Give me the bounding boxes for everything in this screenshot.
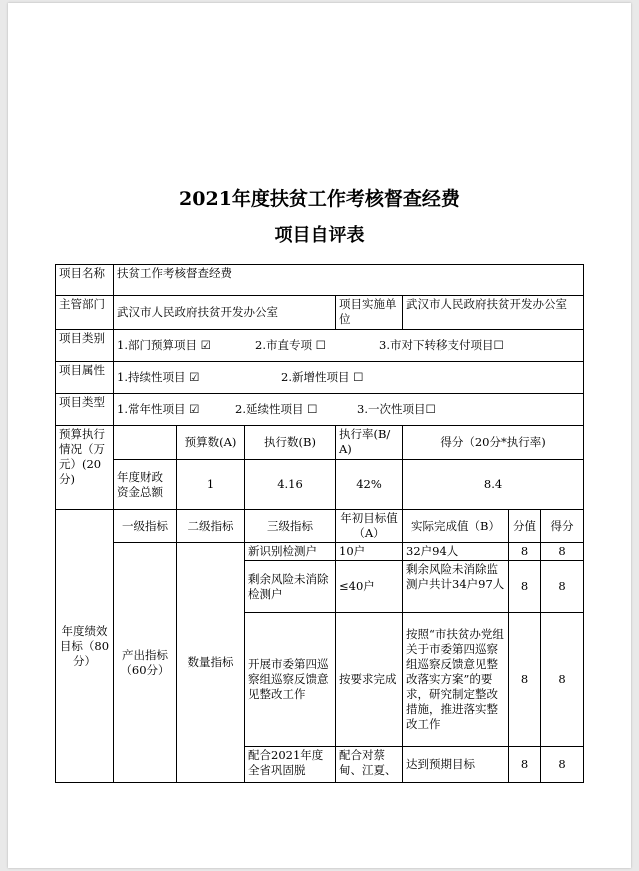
rate-value: 42% — [336, 460, 403, 510]
category-option: 2.市直专项 ☐ — [255, 338, 326, 352]
table-row — [56, 543, 584, 561]
level2-header: 二级指标 — [177, 510, 245, 543]
perf-section-label: 年度绩效目标（80分） — [56, 510, 114, 783]
table-row — [56, 426, 584, 460]
points-header: 分值 — [509, 510, 541, 543]
level1-header: 一级指标 — [114, 510, 177, 543]
type-options — [114, 394, 584, 426]
attribute-option: 1.持续性项目 ☑ — [117, 370, 200, 384]
points-value: 8 — [509, 561, 541, 613]
level2-value: 数量指标 — [177, 543, 245, 783]
rate-header: 执行率(B/A) — [336, 426, 403, 460]
budget-value: 1 — [177, 460, 245, 510]
points-value: 8 — [509, 747, 541, 783]
actual-value: 32户94人 — [403, 543, 509, 561]
target-value: 10户 — [336, 543, 403, 561]
table-row — [56, 510, 584, 543]
target-header: 年初目标值（A） — [336, 510, 403, 543]
impl-unit-label: 项目实施单位 — [336, 296, 403, 330]
score-value: 8 — [541, 747, 584, 783]
type-label: 项目类型 — [56, 394, 114, 426]
actual-header: 实际完成值（B） — [403, 510, 509, 543]
exec-header: 执行数(B) — [245, 426, 336, 460]
level3-value: 配合2021年度全省巩固脱 — [245, 747, 336, 783]
points-value: 8 — [509, 543, 541, 561]
category-label: 项目类别 — [56, 330, 114, 362]
actual-value: 剩余风险未消除监测户共计34户97人 — [403, 561, 509, 613]
target-value: ≤40户 — [336, 561, 403, 613]
annual-fund-label: 年度财政资金总额 — [114, 460, 177, 510]
target-value: 配合对蔡甸、江夏、 — [336, 747, 403, 783]
category-options — [114, 330, 584, 362]
table-row — [56, 296, 584, 330]
score-value: 8 — [541, 543, 584, 561]
budget-score-value: 8.4 — [403, 460, 584, 510]
type-option: 3.一次性项目☐ — [357, 402, 436, 416]
document-title: 2021年度扶贫工作考核督查经费 — [179, 188, 460, 210]
project-name-label: 项目名称 — [56, 265, 114, 296]
budget-section-label: 预算执行情况（万元）(20分) — [56, 426, 114, 510]
type-option: 1.常年性项目 ☑ — [117, 402, 200, 416]
budget-header: 预算数(A) — [177, 426, 245, 460]
attribute-options — [114, 362, 584, 394]
dept-label: 主管部门 — [56, 296, 114, 330]
category-option: 3.市对下转移支付项目☐ — [379, 338, 504, 352]
level1-value: 产出指标（60分） — [114, 543, 177, 783]
level3-value: 开展市委第四巡察组巡察反馈意见整改工作 — [245, 613, 336, 747]
attribute-option: 2.新增性项目 ☐ — [281, 370, 364, 384]
table-row — [56, 394, 584, 426]
table-row — [56, 330, 584, 362]
budget-score-header: 得分（20分*执行率) — [403, 426, 584, 460]
self-evaluation-table — [55, 264, 584, 783]
target-value: 按要求完成 — [336, 613, 403, 747]
level3-value: 剩余风险未消除检测户 — [245, 561, 336, 613]
attribute-label: 项目属性 — [56, 362, 114, 394]
actual-value: 按照“市扶贫办党组关于市委第四巡察组巡察反馈意见整改落实方案”的要求，研究制定整改措施，推进落实整改工作 — [403, 613, 509, 747]
table-row — [56, 362, 584, 394]
type-option: 2.延续性项目 ☐ — [235, 402, 318, 416]
points-value: 8 — [509, 613, 541, 747]
score-header: 得分 — [541, 510, 584, 543]
score-value: 8 — [541, 613, 584, 747]
score-value: 8 — [541, 561, 584, 613]
table-row — [56, 265, 584, 296]
document-subtitle: 项目自评表 — [274, 225, 365, 246]
actual-value: 达到预期目标 — [403, 747, 509, 783]
impl-unit-value: 武汉市人民政府扶贫开发办公室 — [403, 296, 584, 330]
exec-value: 4.16 — [245, 460, 336, 510]
level3-header: 三级指标 — [245, 510, 336, 543]
dept-value: 武汉市人民政府扶贫开发办公室 — [114, 296, 336, 330]
empty-cell — [114, 426, 177, 460]
level3-value: 新识别检测户 — [245, 543, 336, 561]
project-name-value: 扶贫工作考核督查经费 — [114, 265, 584, 296]
category-option: 1.部门预算项目 ☑ — [117, 338, 211, 352]
table-row — [56, 460, 584, 510]
